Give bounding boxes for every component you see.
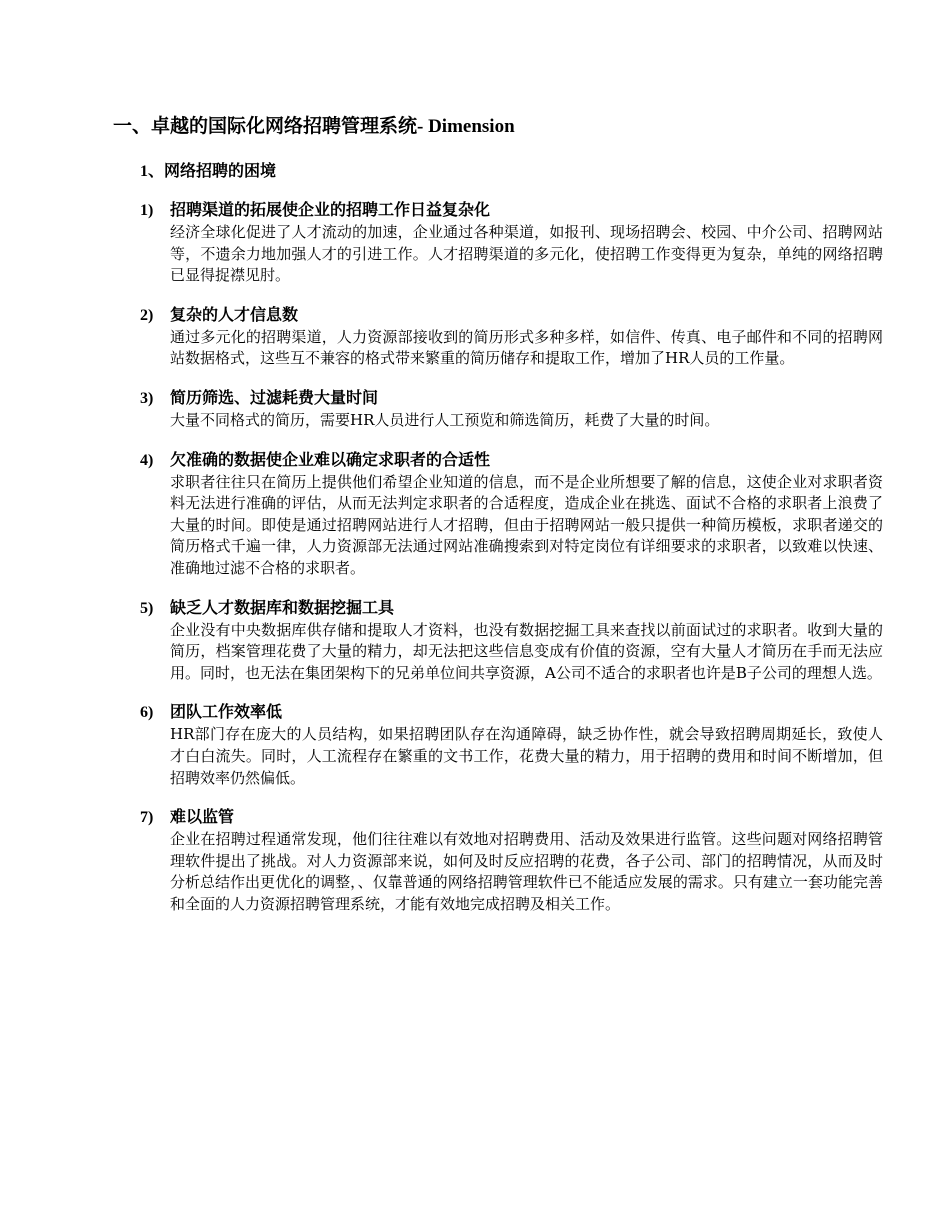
list-item	[140, 702, 900, 789]
item-number: 1)	[140, 202, 154, 219]
section-heading: 1、网络招聘的困境	[140, 163, 277, 180]
item-heading	[140, 305, 900, 327]
list-item	[140, 807, 900, 915]
item-paragraph: 大量不同格式的简历，需要HR人员进行人工预览和筛选简历，耗费了大量的时间。	[170, 410, 720, 429]
item-number: 5)	[140, 599, 154, 617]
item-heading	[140, 200, 900, 222]
item-list	[140, 200, 900, 933]
item-number: 4)	[140, 451, 154, 469]
item-heading	[140, 807, 900, 829]
item-number: 2)	[140, 306, 154, 324]
item-paragraph: 通过多元化的招聘渠道，人力资源部接收到的简历形式多种多样，如信件、传真、电子邮件和不同的招聘网站数据格式，这些互不兼容的格式带来繁重的简历储存和提取工作，增加了HR人员的工作量。	[170, 327, 883, 368]
item-heading	[140, 450, 900, 472]
item-title: 团队工作效率低	[170, 704, 283, 722]
item-paragraph: HR部门存在庞大的人员结构，如果招聘团队存在沟通障碍，缺乏协作性，就会导致招聘周期延长，致使人才白白流失。同时，人工流程存在繁重的文书工作，花费大量的精力，用于招聘的费用和时间不断增加，但招聘效率仍然偏低。	[170, 725, 883, 787]
list-item	[140, 450, 900, 580]
item-heading	[140, 702, 900, 724]
list-item	[140, 200, 900, 287]
list-item	[140, 598, 900, 685]
item-number: 6)	[140, 704, 154, 722]
item-title: 缺乏人才数据库和数据挖掘工具	[170, 599, 395, 617]
item-title: 招聘渠道的拓展使企业的招聘工作日益复杂化	[170, 202, 491, 219]
document-title: 一、卓越的国际化网络招聘管理系统- Dimension	[113, 116, 515, 137]
item-title: 简历筛选、过滤耗费大量时间	[170, 389, 379, 407]
list-item	[140, 305, 900, 370]
list-item	[140, 388, 900, 432]
item-title: 欠准确的数据使企业难以确定求职者的合适性	[170, 451, 491, 469]
item-title: 难以监管	[170, 809, 235, 827]
item-number: 3)	[140, 389, 154, 407]
item-paragraph: 经济全球化促进了人才流动的加速，企业通过各种渠道，如报刊、现场招聘会、校园、中介公司、招聘网站等，不遗余力地加强人才的引进工作。人才招聘渠道的多元化，使招聘工作变得更为复杂，单纯的网络招聘已显得捉襟见肘。	[170, 223, 883, 285]
item-paragraph: 企业没有中央数据库供存储和提取人才资料，也没有数据挖掘工具来查找以前面试过的求职者。收到大量的简历，档案管理花费了大量的精力，却无法把这些信息变成有价值的资源，空有大量人才简历在手而无法应用。同时，也无法在集团架构下的兄弟单位间共享资源，A公司不适合的求职者也许是B子公司的理想人选。	[170, 620, 883, 682]
item-heading	[140, 388, 900, 410]
item-paragraph: 企业在招聘过程通常发现，他们往往难以有效地对招聘费用、活动及效果进行监管。这些问题对网络招聘管理软件提出了挑战。对人力资源部来说，如何及时反应招聘的花费，各子公司、部门的招聘情况，从而及时分析总结作出更优化的调整，、仅靠普通的网络招聘管理软件已不能适应发展的需求。只有建立一套功能完善和全面的人力资源招聘管理系统，才能有效地完成招聘及相关工作。	[170, 830, 883, 913]
item-paragraph: 求职者往往只在简历上提供他们希望企业知道的信息，而不是企业所想要了解的信息，这使企业对求职者资料无法进行准确的评估，从而无法判定求职者的合适程度，造成企业在挑选、面试不合格的求职者上浪费了大量的时间。即使是通过招聘网站进行人才招聘，但由于招聘网站一般只提供一种简历模板，求职者递交的简历格式千遍一律，人力资源部无法通过网站准确搜索到对特定岗位有详细要求的求职者，以致难以快速、准确地过滤不合格的求职者。	[170, 472, 883, 577]
item-title: 复杂的人才信息数	[170, 306, 299, 324]
item-heading	[140, 598, 900, 620]
item-number: 7)	[140, 809, 154, 827]
